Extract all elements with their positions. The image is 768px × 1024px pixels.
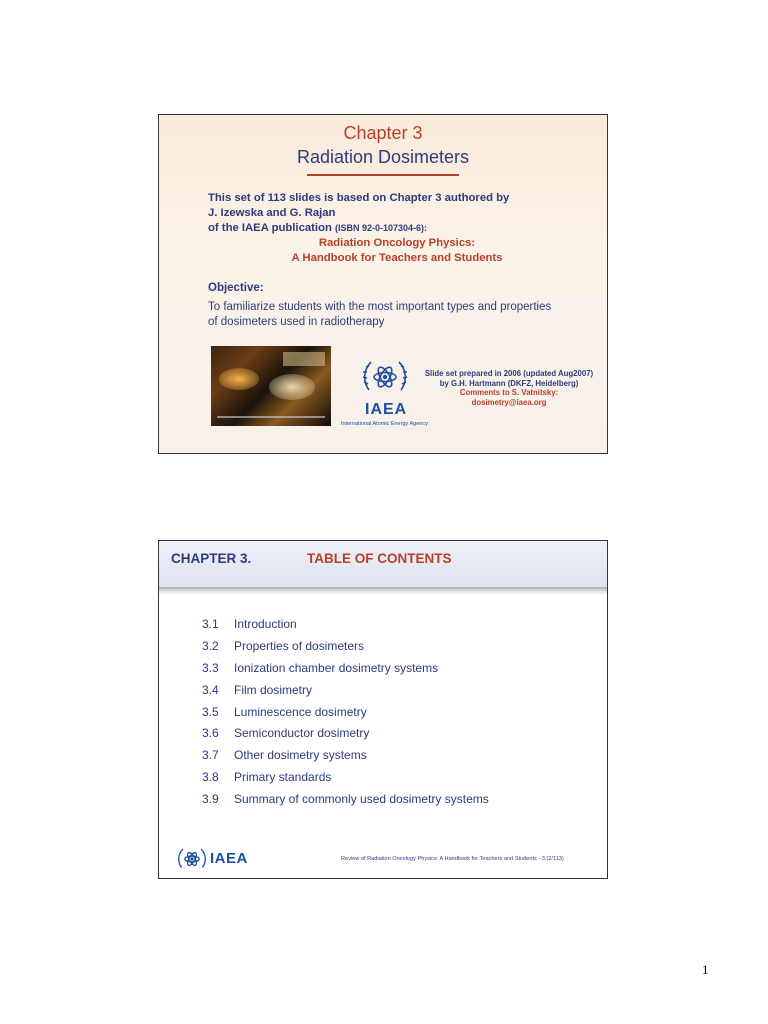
book-title-line-1: Radiation Oncology Physics: [318,237,476,249]
credits-email: dosimetry@iaea.org [471,397,547,407]
contents-list [202,617,489,814]
list-item [202,770,489,792]
objective-line-2: of dosimeters used in radiotherapy [208,316,385,328]
slide-header [159,541,607,587]
list-item [202,792,489,814]
book-title-line-2: A Handbook for Teachers and Students [291,252,503,264]
objective-line-1: To familiarize students with the most important types and properties [208,301,552,313]
credits-line-2: by G.H. Hartmann (DKFZ, Heidelberg) [439,378,579,388]
header-divider [159,587,607,595]
item-number: 3.8 [202,770,219,785]
item-label: Film dosimetry [234,682,313,697]
item-label: Luminescence dosimetry [234,704,367,719]
iaea-logo-text: IAEA [365,401,408,418]
credits-text [421,369,597,407]
item-label: Ionization chamber dosimetry systems [234,660,439,675]
intro-line-1: This set of 113 slides is based on Chapter 3 authored by [208,192,510,204]
item-number: 3.1 [202,617,219,631]
objective-text [208,300,598,330]
item-number: 3.2 [202,638,219,653]
intro-text [208,191,598,236]
item-number: 3.9 [202,792,219,807]
item-number: 3.4 [202,682,219,697]
slide-footer: Review of Radiation Oncology Physics: A Handbook for Teachers and Students - 3.(2/113) [341,856,564,862]
iaea-atom-icon [359,356,411,398]
isbn-text: (ISBN 92-0-107304-6): [334,223,428,233]
page-number: 1 [702,962,709,977]
contents-heading: TABLE OF CONTENTS [307,551,452,566]
iaea-logo-text: IAEA [210,850,248,867]
item-label: Properties of dosimeters [234,638,365,653]
intro-line-3 [208,221,598,236]
contents-slide [158,540,608,879]
list-item [202,748,489,770]
slide-title: Radiation Dosimeters [296,147,470,167]
item-number: 3.6 [202,726,219,741]
list-item [202,683,489,705]
item-label: Primary standards [234,770,332,785]
list-item [202,661,489,683]
iaea-atom-icon [175,845,209,873]
title-slide [158,114,608,454]
item-label: Other dosimetry systems [234,748,367,763]
credits-line-1: Slide set prepared in 2006 (updated Aug2007) [424,369,594,378]
objective-heading: Objective: [208,282,264,294]
list-item [202,639,489,661]
intro-line-2: J. Izewska and G. Rajan [208,207,336,219]
item-label: Introduction [234,617,297,631]
list-item [202,726,489,748]
iaea-subtitle: International Atomic Energy Agency [341,421,428,427]
publication-text: of the IAEA publication [208,222,332,234]
credits-line-3: Comments to S. Vatnitsky: [459,388,559,398]
item-number: 3.7 [202,748,219,763]
item-number: 3.5 [202,704,219,719]
list-item [202,617,489,639]
book-title [159,236,607,266]
chapter-label: Chapter 3 [343,123,423,143]
list-item [202,705,489,727]
item-label: Semiconductor dosimetry [234,726,370,741]
item-number: 3.3 [202,660,219,675]
item-label: Summary of commonly used dosimetry systems [234,792,489,807]
book-cover-image [211,346,331,426]
title-underline [307,174,459,176]
chapter-label: CHAPTER 3. [171,551,252,566]
